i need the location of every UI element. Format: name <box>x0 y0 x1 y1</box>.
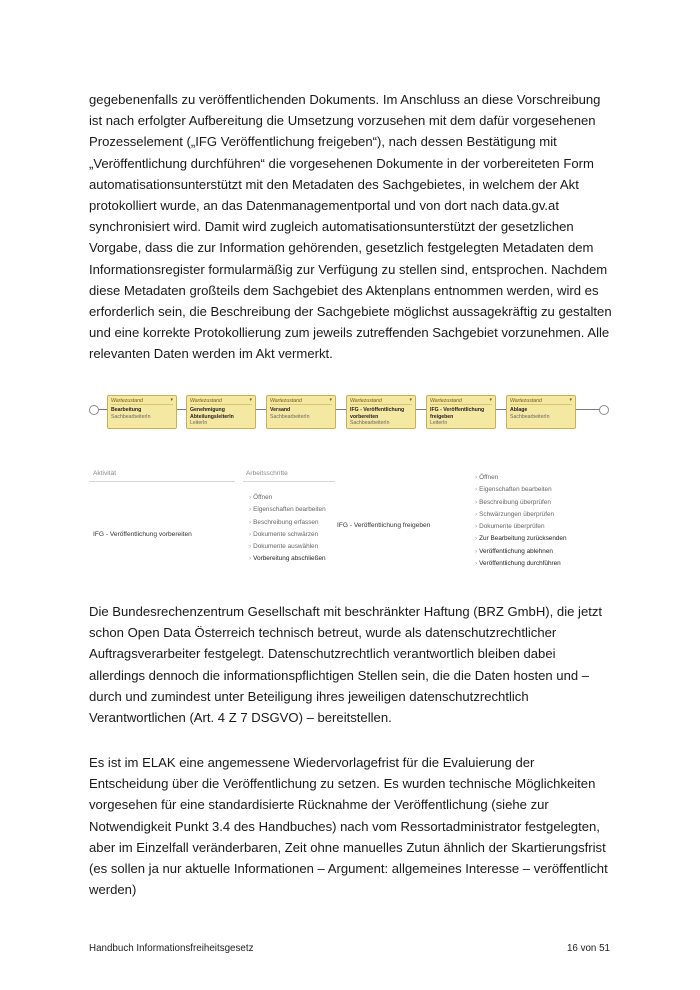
paragraph-brz-data-processor: Die Bundesrechenzentrum Gesellschaft mit beschränkter Haftung (BRZ GmbH), die jetzt schon Open Data Österreich technisch betreut, wurde als datenschutzrechtlicher Auftragsverarbeiter festgelegt. Datenschutzrechtlich verantwortlich bleiben dabei allerdings dennoch die informationspflichtigen Stellen sein, die die Daten hosten und – durch und zumindest unter Beteiligung ihres jeweiligen datenschutzrechtlich Verantwortlichen (Art. 4 Z 7 DSGVO) – bereitstellen. <box>89 604 603 726</box>
chevron-right-icon: › <box>475 535 478 543</box>
chevron-down-icon: ▾ <box>489 397 492 403</box>
step-item[interactable] <box>475 472 567 484</box>
chevron-down-icon: ▾ <box>249 397 252 403</box>
step-item[interactable] <box>475 497 567 509</box>
step-item[interactable] <box>249 529 326 541</box>
step-label: Eigenschaften bearbeiten <box>479 486 552 494</box>
chevron-right-icon: › <box>475 547 478 555</box>
column-header-steps: Arbeitsschritte <box>246 470 288 477</box>
step-label: Veröffentlichung ablehnen <box>479 547 553 555</box>
step-label: Schwärzungen überprüfen <box>479 510 555 518</box>
flow-start-node <box>89 405 99 415</box>
flow-step-state: Wartezustand <box>270 398 332 405</box>
step-label: Vorbereitung abschließen <box>253 555 326 563</box>
flow-step-role: SachbearbeiterIn <box>510 413 550 420</box>
chevron-down-icon: ▾ <box>409 397 412 403</box>
flow-step-role: LeiterIn <box>430 420 448 427</box>
chevron-down-icon: ▾ <box>170 397 173 403</box>
step-item[interactable] <box>249 492 326 504</box>
paragraph-resubmission-deadline: Es ist im ELAK eine angemessene Wiedervorlagefrist für die Evaluierung der Entscheidung über die Veröffentlichung zu setzen. Es wurden technische Möglichkeiten vorgesehen für eine standardisierte Rücknahme der Veröffentlichung (siehe zur Notwendigkeit Punkt 3.4 des Handbuches) nach vom Ressortadministrator festgelegten, aber im Einzelfall veränderbaren, Zeit ohne manuelles Zutun ähnlich der Skartierungsfrist (es sollen ja nur aktuelle Informationen – Argument: allgemeines Interesse – veröffentlicht werden) <box>89 755 608 898</box>
flow-step-role: SachbearbeiterIn <box>111 413 151 420</box>
paragraph-publication-process: gegebenenfalls zu veröffentlichenden Dokuments. Im Anschluss an diese Vorschreibung ist nach erfolgter Aufbereitung die Umsetzung vorzusehen mit dem dafür vorgesehenen Prozesselement („IFG Veröffentlichung freigeben“), nach dessen Bestätigung mit „Veröffentlichung durchführen“ die vorgesehenen Dokumente in der vorbereiteten Form automatisationsunterstützt mit den Metadaten des Sachgebietes, in welchem der Akt protokolliert wurde, an das Datenmanagementportal und von dort nach data.gv.at synchronisiert wird. Damit wird zugleich automatisationsunterstützt der gesetzlichen Vorgabe, dass die zur Information gehörenden, gesetzlich festgelegten Metadaten dem Informationsregister formularmäßig zur Verfügung zu stellen sind, entsprochen. Nachdem diese Metadaten großteils dem Sachgebiet des Aktenplans entnommen werden, wird es erforderlich sein, die Beschreibung der Sachgebiete möglichst aussagekräftig zu gestalten und eine korrekte Protokollierung zum jeweils zutreffenden Sachgebiet vorzunehmen. Alle relevanten Daten werden im Akt vermerkt. <box>89 92 612 362</box>
step-label: Beschreibung überprüfen <box>479 498 551 506</box>
flow-step-genehmigung[interactable] <box>186 395 256 429</box>
flow-step-state: Wartezustand <box>190 398 252 405</box>
step-label: Dokumente schwärzen <box>253 530 319 538</box>
flow-step-state: Wartezustand <box>111 398 173 405</box>
flow-step-state: Wartezustand <box>510 398 572 405</box>
flow-step-title: Versand <box>270 407 291 414</box>
chevron-right-icon: › <box>475 474 478 481</box>
step-label: Öffnen <box>479 474 499 481</box>
step-item[interactable] <box>475 533 567 545</box>
chevron-right-icon: › <box>475 498 478 506</box>
flow-step-role: SachbearbeiterIn <box>350 420 390 427</box>
flow-end-node <box>599 405 609 415</box>
chevron-right-icon: › <box>475 523 478 531</box>
steps-list-freigeben <box>475 472 567 570</box>
step-item[interactable] <box>475 484 567 496</box>
step-label: Eigenschaften bearbeiten <box>253 506 326 514</box>
flow-step-role: SachbearbeiterIn <box>270 413 310 420</box>
chevron-down-icon: ▾ <box>569 397 572 403</box>
flow-step-state: Wartezustand <box>350 398 412 405</box>
flow-step-versand[interactable] <box>266 395 336 429</box>
chevron-right-icon: › <box>475 560 478 568</box>
steps-list-vorbereiten <box>249 492 326 566</box>
step-label: Öffnen <box>253 494 273 501</box>
chevron-right-icon: › <box>475 510 478 518</box>
column-header-activity: Aktivität <box>93 470 117 477</box>
chevron-right-icon: › <box>475 486 478 494</box>
flow-step-state: Wartezustand <box>430 398 492 405</box>
flow-step-title: IFG - Veröffentlichung vorbereiten <box>350 407 405 420</box>
step-label: Dokumente überprüfen <box>479 523 545 531</box>
step-item[interactable] <box>249 517 326 529</box>
flow-step-ifg-freigeben[interactable] <box>426 395 496 429</box>
process-flow-diagram <box>89 388 609 436</box>
chevron-down-icon: ▾ <box>329 397 332 403</box>
flow-step-title: Bearbeitung <box>111 407 142 414</box>
step-label: Beschreibung erfassen <box>253 518 319 526</box>
footer-page-number: 16 von 51 <box>566 943 610 954</box>
chevron-right-icon: › <box>249 494 252 501</box>
flow-step-bearbeitung[interactable] <box>107 395 177 429</box>
activity-ifg-vorbereiten[interactable]: IFG - Veröffentlichung vorbereiten <box>93 531 192 538</box>
activity-steps-table <box>89 470 609 580</box>
step-item[interactable] <box>249 541 326 553</box>
step-item[interactable] <box>475 521 567 533</box>
header-divider <box>89 481 235 482</box>
flow-step-title: IFG - Veröffentlichung freigeben <box>430 407 485 420</box>
flow-step-ablage[interactable] <box>506 395 576 429</box>
footer-title: Handbuch Informationsfreiheitsgesetz <box>89 943 254 954</box>
step-label: Dokumente auswählen <box>253 543 319 551</box>
flow-step-ifg-vorbereiten[interactable] <box>346 395 416 429</box>
flow-step-role: LeiterIn <box>190 420 208 427</box>
chevron-right-icon: › <box>249 518 252 526</box>
step-item[interactable] <box>475 509 567 521</box>
chevron-right-icon: › <box>249 555 252 563</box>
chevron-right-icon: › <box>249 543 252 551</box>
header-divider <box>243 481 335 482</box>
flow-step-title: Genehmigung AbteilungsleiterIn <box>190 407 234 420</box>
step-item[interactable] <box>249 553 326 565</box>
chevron-right-icon: › <box>249 530 252 538</box>
step-item[interactable] <box>475 558 567 570</box>
step-item[interactable] <box>249 504 326 516</box>
step-item[interactable] <box>475 546 567 558</box>
step-label: Zur Bearbeitung zurücksenden <box>479 535 567 543</box>
flow-step-title: Ablage <box>510 407 528 414</box>
step-label: Veröffentlichung durchführen <box>479 560 561 568</box>
chevron-right-icon: › <box>249 506 252 514</box>
activity-ifg-freigeben[interactable]: IFG - Veröffentlichung freigeben <box>337 522 431 529</box>
